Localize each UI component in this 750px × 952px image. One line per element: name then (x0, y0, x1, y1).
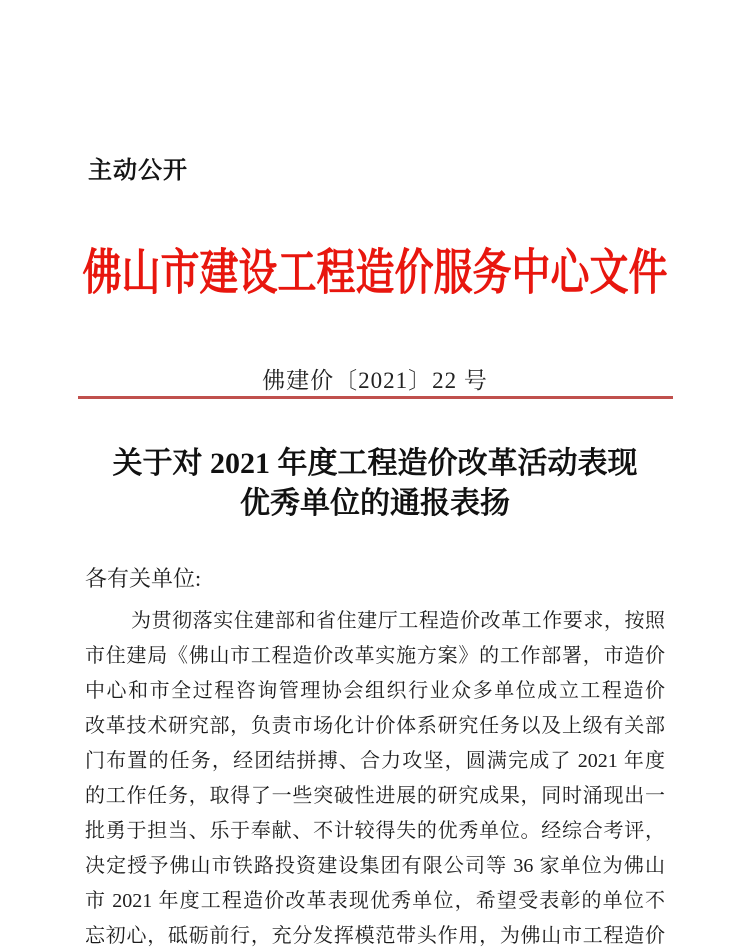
body-line: 忘初心，砥砺前行，充分发挥模范带头作用，为佛山市工程造价 (85, 925, 665, 947)
salutation: 各有关单位: (85, 566, 202, 591)
body-line: 批勇于担当、乐于奉献、不计较得失的优秀单位。经综合考评， (85, 820, 665, 842)
body-line: 门布置的任务，经团结拼搏、合力攻坚，圆满完成了 2021 年度 (85, 750, 665, 772)
notice-title-line-2: 优秀单位的通报表扬 (240, 487, 510, 520)
document-number: 佛建价〔2021〕22 号 (262, 368, 488, 393)
body-line: 中心和市全过程咨询管理协会组织行业众多单位成立工程造价 (85, 680, 665, 702)
body-line: 市 2021 年度工程造价改革表现优秀单位，希望受表彰的单位不 (85, 890, 665, 912)
body-line: 为贯彻落实住建部和省住建厅工程造价改革工作要求，按照 (131, 610, 665, 632)
red-divider-line (78, 396, 673, 399)
disclosure-label: 主动公开 (88, 157, 188, 184)
notice-title (0, 444, 750, 524)
notice-title-line-1: 关于对 2021 年度工程造价改革活动表现 (112, 447, 638, 480)
body-line: 决定授予佛山市铁路投资建设集团有限公司等 36 家单位为佛山 (85, 855, 665, 877)
issuing-authority-title: 佛山市建设工程造价服务中心文件 (82, 246, 668, 301)
body-line: 市住建局《佛山市工程造价改革实施方案》的工作部署，市造价 (85, 645, 665, 667)
body-paragraph (85, 604, 665, 952)
body-line: 的工作任务，取得了一些突破性进展的研究成果，同时涌现出一 (85, 785, 665, 807)
body-line: 改革技术研究部，负责市场化计价体系研究任务以及上级有关部 (85, 715, 665, 737)
